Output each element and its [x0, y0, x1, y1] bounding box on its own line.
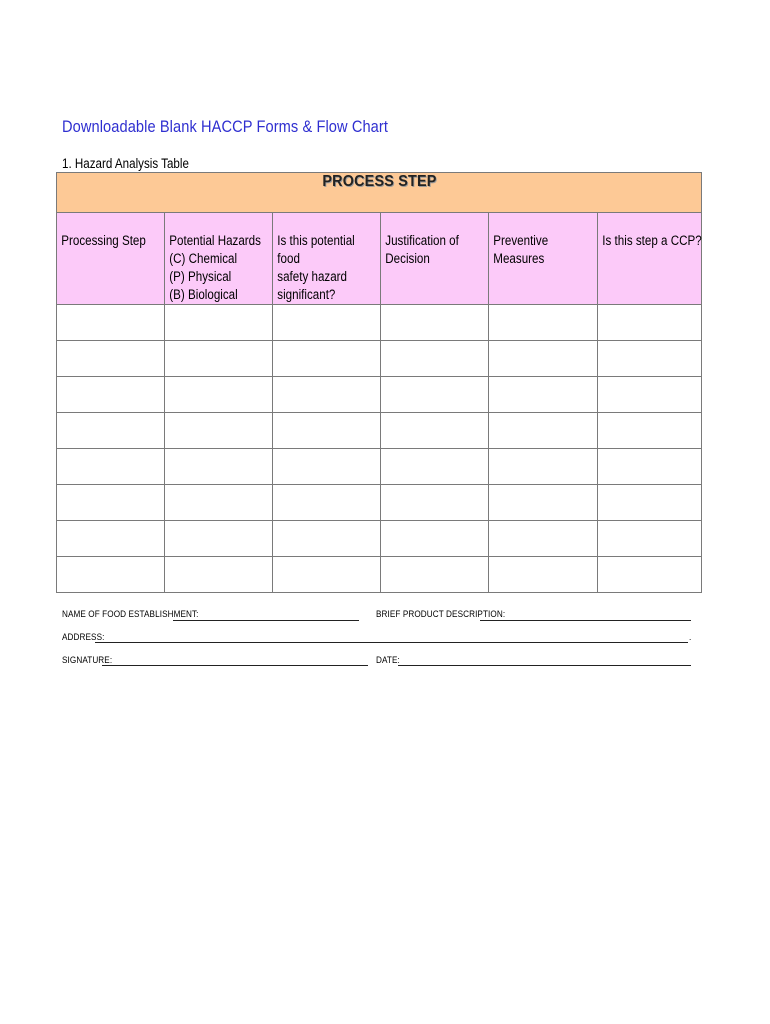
- address-field[interactable]: [95, 642, 688, 643]
- address-end-mark: .: [689, 632, 692, 643]
- establishment-label: NAME OF FOOD ESTABLISHMENT:: [62, 609, 199, 620]
- cell-potential-hazards[interactable]: [165, 341, 273, 377]
- cell-hazard-significant[interactable]: [273, 521, 381, 557]
- cell-is-ccp[interactable]: [598, 449, 702, 485]
- table-row: [57, 377, 702, 413]
- cell-justification[interactable]: [381, 449, 489, 485]
- cell-preventive-measures[interactable]: [489, 413, 598, 449]
- header-label: Is this potential food safety hazard significant?: [277, 233, 355, 302]
- table-row: [57, 557, 702, 593]
- cell-hazard-significant[interactable]: [273, 305, 381, 341]
- establishment-field[interactable]: [173, 620, 359, 621]
- cell-is-ccp[interactable]: [598, 341, 702, 377]
- cell-preventive-measures[interactable]: [489, 377, 598, 413]
- cell-potential-hazards[interactable]: [165, 413, 273, 449]
- product-description-label: BRIEF PRODUCT DESCRIPTION:: [376, 609, 506, 620]
- cell-hazard-significant[interactable]: [273, 377, 381, 413]
- cell-preventive-measures[interactable]: [489, 305, 598, 341]
- header-preventive-measures: [489, 213, 598, 305]
- cell-hazard-significant[interactable]: [273, 557, 381, 593]
- table-caption: 1. Hazard Analysis Table: [62, 156, 189, 171]
- cell-preventive-measures[interactable]: [489, 557, 598, 593]
- cell-justification[interactable]: [381, 557, 489, 593]
- address-label: ADDRESS:: [62, 632, 105, 643]
- header-label: Is this step a CCP?: [602, 233, 702, 248]
- cell-potential-hazards[interactable]: [165, 305, 273, 341]
- header-row: [57, 213, 702, 305]
- table-row: [57, 521, 702, 557]
- cell-processing-step[interactable]: [57, 377, 165, 413]
- header-label: Potential Hazards (C) Chemical (P) Physical (B) Biological: [169, 233, 261, 302]
- cell-potential-hazards[interactable]: [165, 521, 273, 557]
- cell-hazard-significant[interactable]: [273, 413, 381, 449]
- cell-is-ccp[interactable]: [598, 557, 702, 593]
- cell-hazard-significant[interactable]: [273, 449, 381, 485]
- table-row: [57, 449, 702, 485]
- cell-potential-hazards[interactable]: [165, 557, 273, 593]
- header-is-ccp: [598, 213, 702, 305]
- cell-processing-step[interactable]: [57, 341, 165, 377]
- cell-potential-hazards[interactable]: [165, 485, 273, 521]
- cell-processing-step[interactable]: [57, 485, 165, 521]
- cell-potential-hazards[interactable]: [165, 449, 273, 485]
- cell-processing-step[interactable]: [57, 449, 165, 485]
- cell-is-ccp[interactable]: [598, 485, 702, 521]
- cell-justification[interactable]: [381, 341, 489, 377]
- cell-is-ccp[interactable]: [598, 305, 702, 341]
- cell-justification[interactable]: [381, 305, 489, 341]
- process-step-banner: [57, 173, 702, 213]
- hazard-analysis-table: [56, 172, 702, 593]
- table-row: [57, 305, 702, 341]
- cell-hazard-significant[interactable]: [273, 485, 381, 521]
- header-justification: [381, 213, 489, 305]
- cell-justification[interactable]: [381, 377, 489, 413]
- header-label: Justification of Decision: [385, 233, 459, 266]
- cell-processing-step[interactable]: [57, 305, 165, 341]
- cell-preventive-measures[interactable]: [489, 521, 598, 557]
- table-row: [57, 341, 702, 377]
- cell-potential-hazards[interactable]: [165, 377, 273, 413]
- cell-processing-step[interactable]: [57, 521, 165, 557]
- cell-is-ccp[interactable]: [598, 521, 702, 557]
- product-description-field[interactable]: [480, 620, 691, 621]
- cell-preventive-measures[interactable]: [489, 449, 598, 485]
- cell-processing-step[interactable]: [57, 557, 165, 593]
- cell-is-ccp[interactable]: [598, 413, 702, 449]
- cell-is-ccp[interactable]: [598, 377, 702, 413]
- cell-processing-step[interactable]: [57, 413, 165, 449]
- date-label: DATE:: [376, 655, 400, 666]
- header-processing-step: [57, 213, 165, 305]
- cell-justification[interactable]: [381, 485, 489, 521]
- signature-label: SIGNATURE:: [62, 655, 113, 666]
- document-title: Downloadable Blank HACCP Forms & Flow Chart: [62, 117, 389, 136]
- banner-row: [57, 173, 702, 213]
- header-label: Preventive Measures: [493, 233, 549, 266]
- table-row: [57, 485, 702, 521]
- cell-preventive-measures[interactable]: [489, 341, 598, 377]
- cell-preventive-measures[interactable]: [489, 485, 598, 521]
- date-field[interactable]: [398, 665, 691, 666]
- header-label: Processing Step: [61, 233, 146, 248]
- banner-label: PROCESS STEP: [321, 173, 437, 190]
- cell-justification[interactable]: [381, 413, 489, 449]
- cell-justification[interactable]: [381, 521, 489, 557]
- signature-field[interactable]: [102, 665, 368, 666]
- table-row: [57, 413, 702, 449]
- header-hazard-significant: [273, 213, 381, 305]
- header-potential-hazards: [165, 213, 273, 305]
- cell-hazard-significant[interactable]: [273, 341, 381, 377]
